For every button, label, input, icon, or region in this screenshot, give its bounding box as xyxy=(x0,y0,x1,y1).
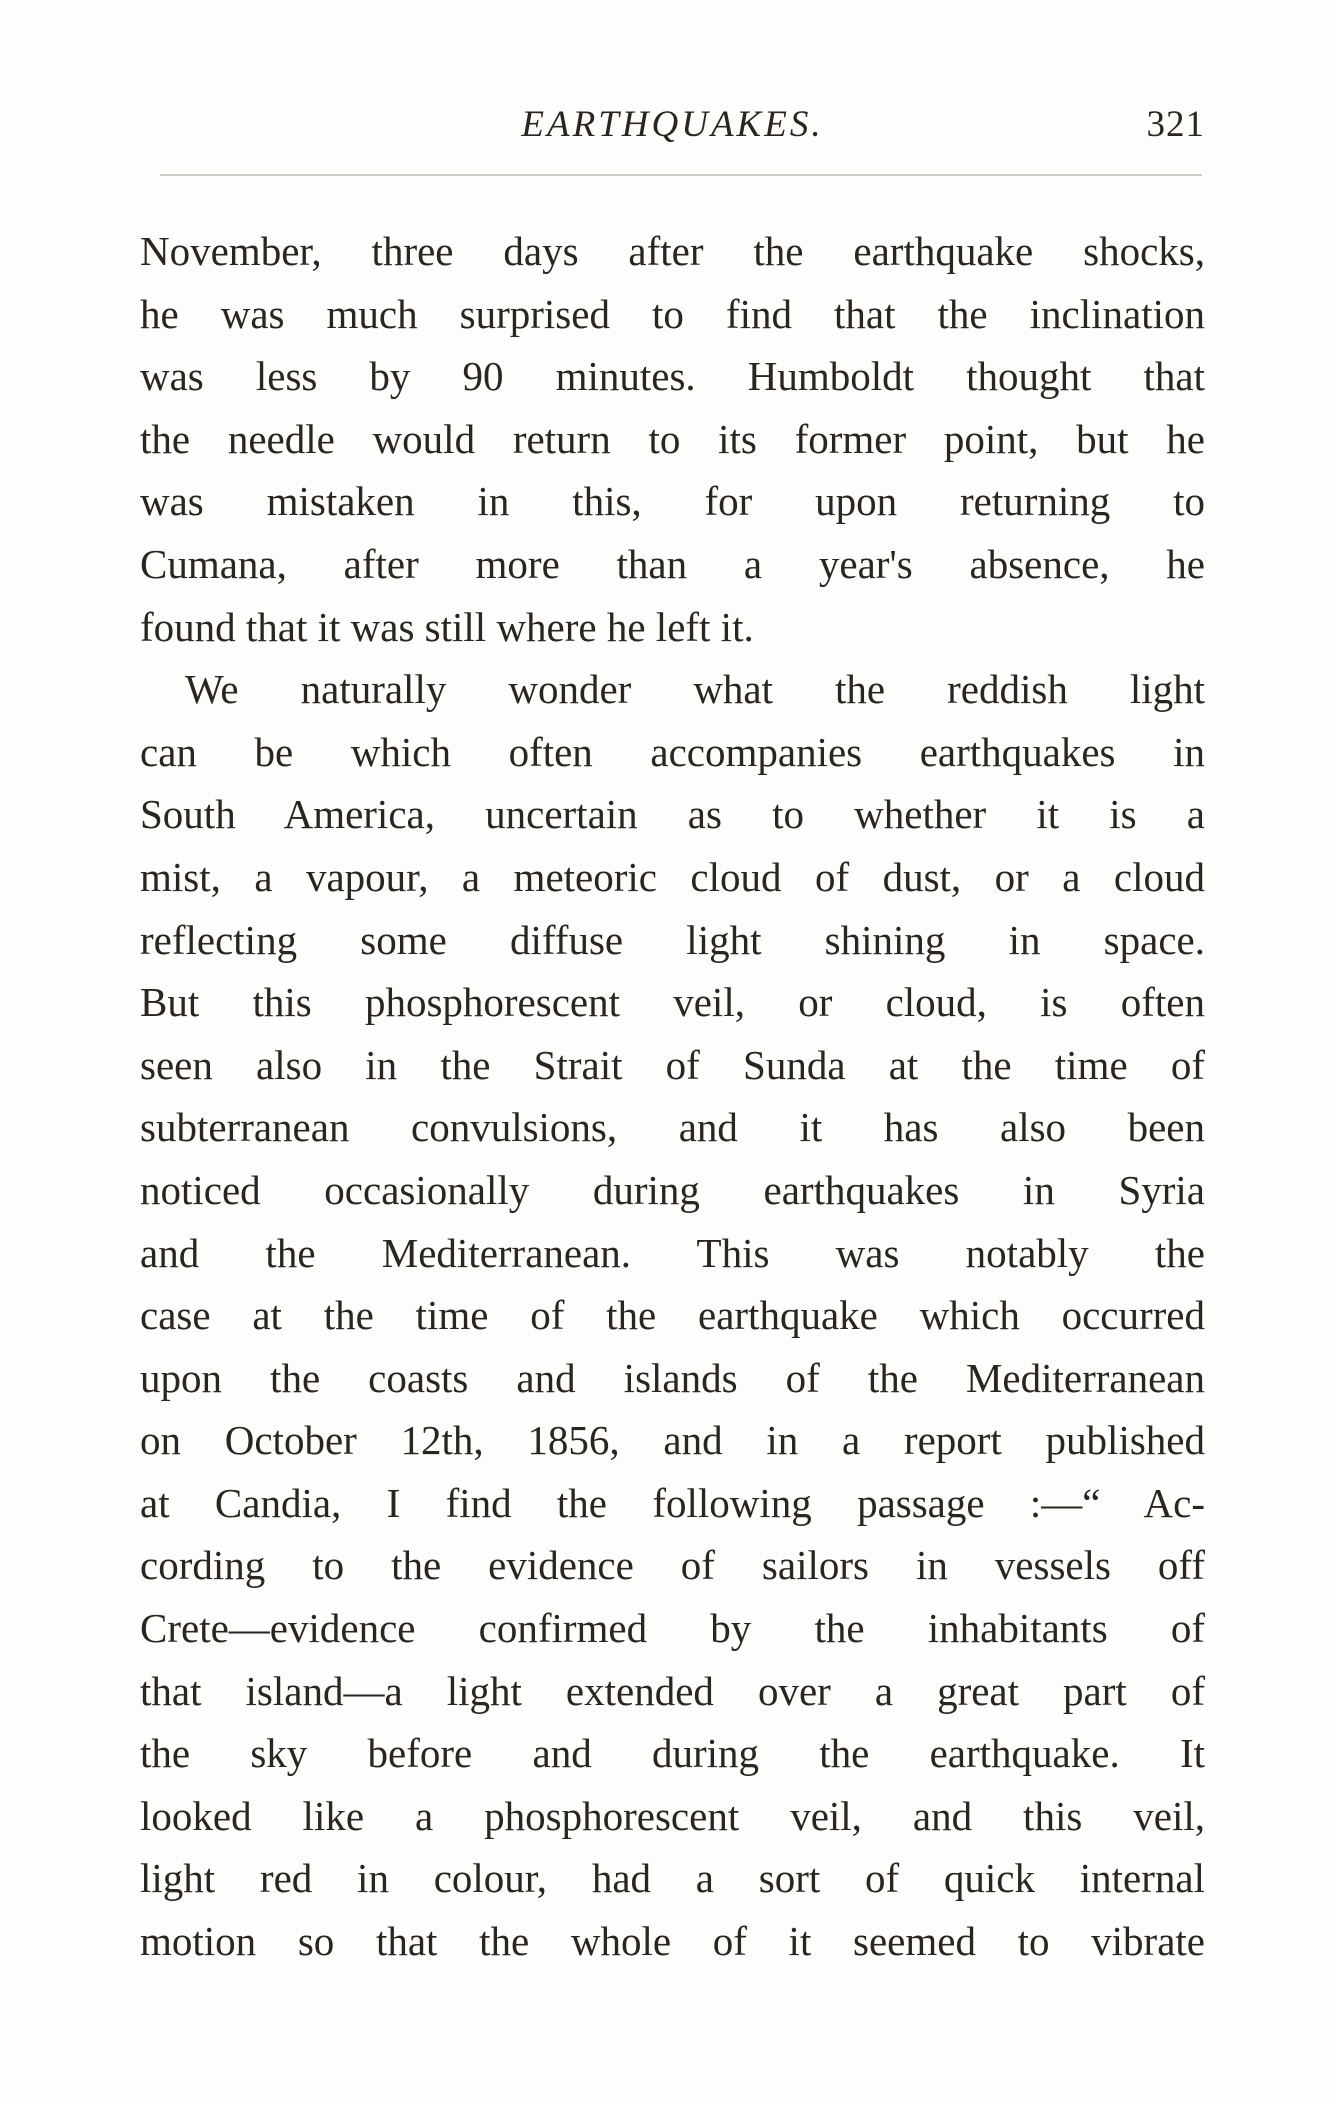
page-number: 321 xyxy=(1146,104,1205,145)
text-line: Cumana, after more than a year's absence, he xyxy=(140,540,1205,587)
header-rule xyxy=(160,174,1202,176)
text-line: case at the time of the earthquake which occurred xyxy=(140,1292,1205,1339)
text-line: was less by 90 minutes. Humboldt thought that xyxy=(140,353,1205,400)
text-line: the needle would return to its former point, but he xyxy=(140,415,1205,462)
text-line: cording to the evidence of sailors in vessels off xyxy=(140,1542,1205,1589)
text-line: November, three days after the earthquake shocks, xyxy=(140,228,1205,274)
text-line: subterranean convulsions, and it has also been xyxy=(140,1104,1205,1151)
text-line: the sky before and during the earthquake. It xyxy=(140,1730,1205,1777)
text-line: at Candia, I find the following passage :—“ Ac- xyxy=(140,1479,1205,1526)
text-line: and the Mediterranean. This was notably the xyxy=(140,1229,1205,1276)
text-line: seen also in the Strait of Sunda at the time of xyxy=(140,1041,1205,1088)
text-line: looked like a phosphorescent veil, and this veil, xyxy=(140,1792,1205,1839)
text-line: motion so that the whole of it seemed to vibrate xyxy=(140,1918,1205,1965)
running-head xyxy=(140,100,1205,150)
running-title: EARTHQUAKES. xyxy=(521,104,824,145)
text-line: that island—a light extended over a great part of xyxy=(140,1667,1205,1714)
text-line: light red in colour, had a sort of quick internal xyxy=(140,1855,1205,1902)
text-line: mist, a vapour, a meteoric cloud of dust, or a cloud xyxy=(140,853,1205,900)
text-line: found that it was still where he left it. xyxy=(140,603,754,650)
text-line: South America, uncertain as to whether it is a xyxy=(140,791,1205,838)
text-line: noticed occasionally during earthquakes in Syria xyxy=(140,1166,1205,1213)
text-line: on October 12th, 1856, and in a report published xyxy=(140,1417,1205,1464)
text-line: reflecting some diffuse light shining in space. xyxy=(140,916,1205,963)
text-line: But this phosphorescent veil, or cloud, is often xyxy=(140,979,1205,1026)
paragraph-1 xyxy=(140,220,1205,658)
paragraph-2 xyxy=(140,658,1205,1972)
text-line: he was much surprised to find that the inclination xyxy=(140,290,1205,337)
body-text xyxy=(140,220,1205,1973)
text-line: can be which often accompanies earthquakes in xyxy=(140,728,1205,775)
text-line: upon the coasts and islands of the Mediterranean xyxy=(140,1354,1205,1401)
text-line: We naturally wonder what the reddish light xyxy=(185,666,1205,713)
text-line: Crete—evidence confirmed by the inhabitants of xyxy=(140,1605,1205,1652)
text-line: was mistaken in this, for upon returning to xyxy=(140,478,1205,525)
